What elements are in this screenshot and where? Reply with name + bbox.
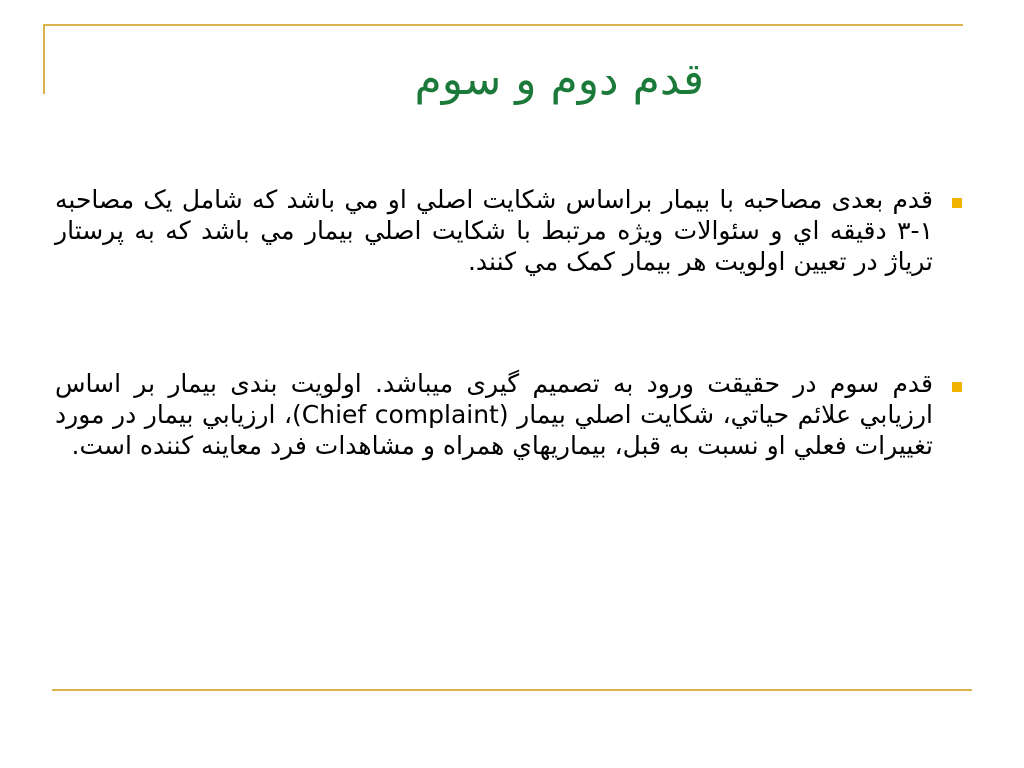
bullet-text-1: قدم بعدی مصاحبه با بيمار براساس شکايت اصلي او مي باشد که شامل يک مصاحبه ۱-۳ دقيقه اي و سئوالات ويژه مرتبط با شکايت اصلي بيمار مي باشد که به پرستار ترياژ در تعيين اولويت هر بيمار کمک مي کنند. <box>55 185 933 276</box>
bullet-item-1 <box>55 185 965 277</box>
bullet-square-icon <box>952 198 962 208</box>
bullet-text-2: قدم سوم در حقيقت ورود به تصميم گيری ميباشد. اولويت بندی بيمار بر اساس ارزيابي علائم حياتي، شکايت اصلي بيمار (Chief complaint)، ارزيابي بيمار در مورد تغييرات فعلي او نسبت به قبل، بيماريهاي همراه و مشاهدات فرد معاينه کننده است. <box>55 369 934 460</box>
slide-title: قدم دوم و سوم <box>414 54 704 105</box>
slide-content <box>55 185 965 462</box>
bottom-border-line <box>52 689 972 691</box>
bullet-item-2 <box>55 369 965 461</box>
top-border-line <box>43 24 963 26</box>
left-border-line <box>43 24 45 94</box>
bullet-square-icon <box>952 382 962 392</box>
